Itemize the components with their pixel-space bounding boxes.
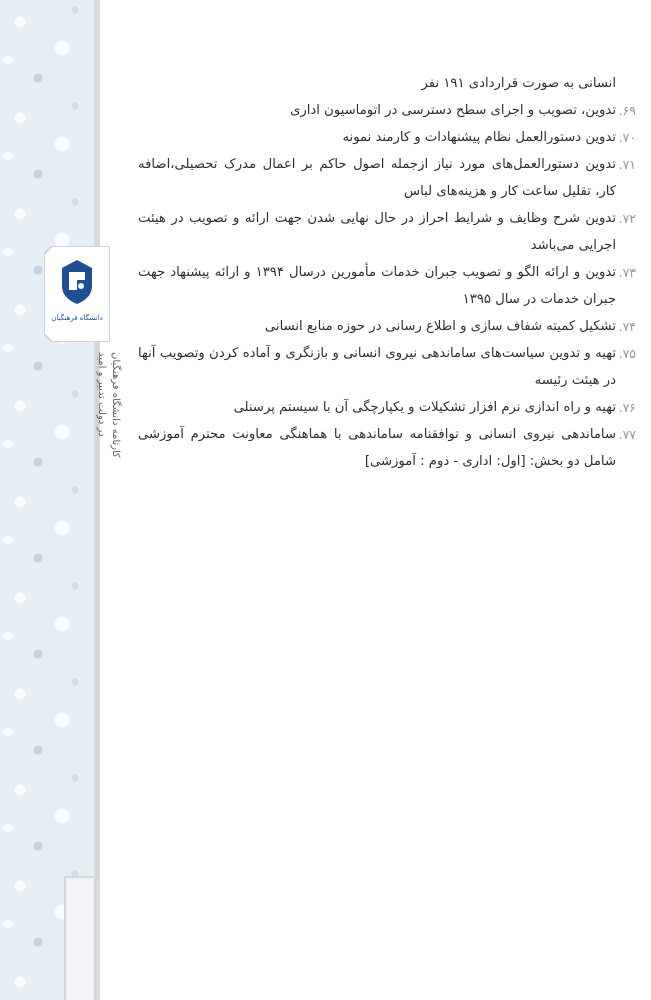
logo-caption: دانشگاه فرهنگیان [51, 314, 103, 322]
list-item [138, 151, 636, 205]
item-number: ۷۴. [618, 319, 636, 334]
item-number: ۷۲. [618, 211, 636, 226]
list-item [138, 313, 636, 340]
item-text: تدوین دستورالعمل نظام پیشنهادات و کارمند نمونه [342, 130, 616, 145]
decorative-margin-pattern [0, 0, 94, 1000]
item-text: تدوین، تصویب و اجرای سطح دسترسی در اتوماسیون اداری [290, 103, 616, 118]
item-text: تدوین دستورالعمل‌های مورد نیاز ازجمله اصول حاکم بر اعمال مدرک تحصیلی،اضافه کار، تقلیل ساعت کار و هزینه‌های لباس [138, 157, 616, 199]
item-number: ۷۰. [618, 130, 636, 145]
list-item [138, 259, 636, 313]
university-logo-badge [44, 246, 110, 342]
item-text: تهیه و تدوین سیاست‌های ساماندهی نیروی انسانی و بازنگری و آماده کردن وتصویب آنها در هیئت رئیسه [138, 346, 616, 388]
item-text: ساماندهی نیروی انسانی و توافقنامه ساماندهی با هماهنگی معاونت محترم آموزشی شامل دو بخش: [اول: اداری - دوم : آموزشی] [138, 427, 616, 469]
list-item [138, 97, 636, 124]
list-item [138, 124, 636, 151]
item-number: ۷۵. [618, 346, 636, 361]
item-number: ۷۱. [618, 157, 636, 172]
page-footer-tab [64, 876, 96, 1000]
item-text: تدوین شرح وظایف و شرایط احراز در حال نهایی شدن جهت ارائه و تصویب در هیئت اجرایی می‌باشد [138, 211, 616, 253]
list-item [138, 421, 636, 475]
list-item [138, 205, 636, 259]
item-text: تدوین و ارائه الگو و تصویب جبران خدمات مأمورین درسال ۱۳۹۴ و ارائه پیشنهاد جهت جبران خدمات در سال ۱۳۹۵ [138, 265, 616, 307]
document-body [138, 70, 636, 475]
list-item [138, 340, 636, 394]
continuation-line: انسانی به صورت قراردادی ۱۹۱ نفر [421, 76, 616, 91]
item-number: ۷۳. [618, 265, 636, 280]
margin-vertical-caption [92, 352, 122, 522]
item-number: ۷۶. [618, 400, 636, 415]
caption-line-1: کارنامه دانشگاه فرهنگیان [110, 352, 121, 458]
item-text: تشکیل کمیته شفاف سازی و اطلاع رسانی در حوزه منابع انسانی [264, 319, 616, 334]
list-item [138, 394, 636, 421]
item-text: تهیه و راه اندازی نرم افزار تشکیلات و یکپارچگی آن با سیستم پرسنلی [233, 400, 616, 415]
item-number: ۷۷. [618, 427, 636, 442]
caption-line-2: در دولت تدبیر و امید [96, 352, 107, 437]
item-number: ۶۹. [618, 103, 636, 118]
